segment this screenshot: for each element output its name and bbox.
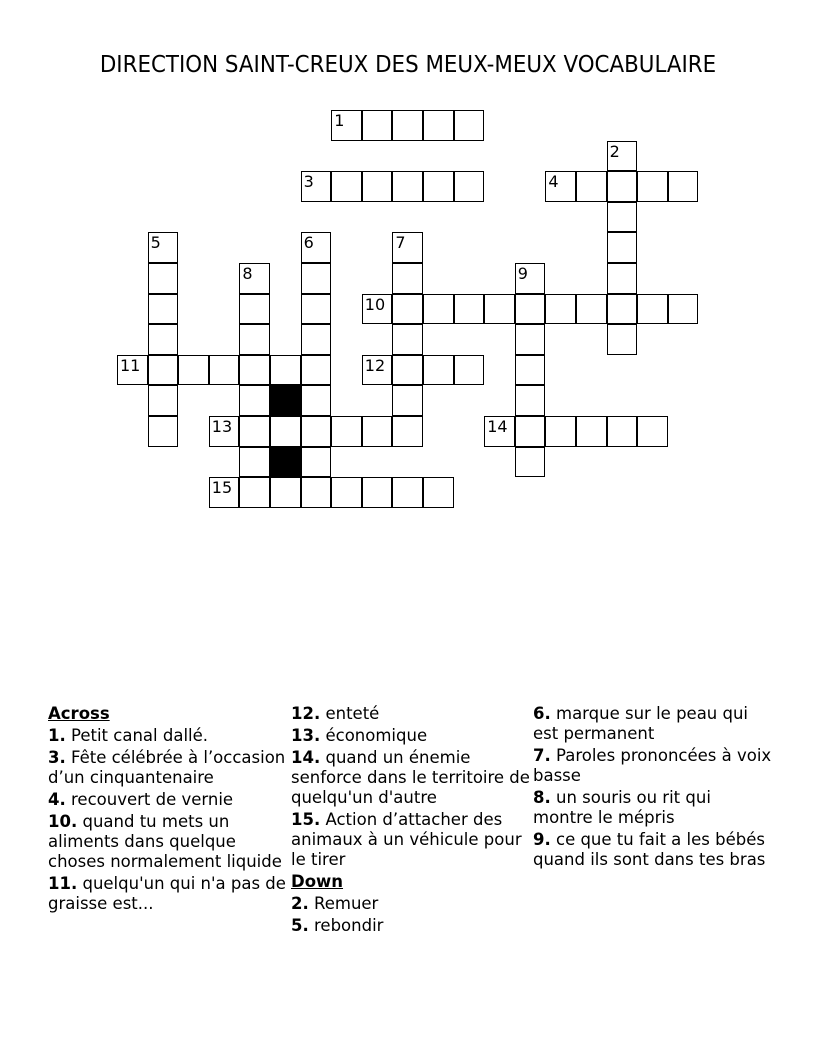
grid-cell[interactable]	[515, 294, 546, 325]
grid-cell[interactable]	[576, 294, 607, 325]
grid-cell[interactable]	[668, 294, 699, 325]
grid-cell[interactable]	[362, 416, 393, 447]
grid-cell[interactable]	[607, 232, 638, 263]
grid-cell[interactable]	[392, 385, 423, 416]
grid-cell[interactable]	[637, 416, 668, 447]
cell-number: 7	[395, 233, 406, 253]
grid-cell[interactable]	[607, 416, 638, 447]
grid-cell[interactable]	[607, 294, 638, 325]
grid-cell[interactable]	[331, 477, 362, 508]
clue-item	[533, 746, 773, 786]
clue-number: 12.	[291, 704, 321, 723]
grid-cell[interactable]	[239, 416, 270, 447]
clue-item	[533, 788, 773, 828]
grid-cell[interactable]	[301, 416, 332, 447]
grid-cell[interactable]	[515, 355, 546, 386]
clue-text: Petit canal dallé.	[65, 726, 209, 745]
clue-item	[48, 812, 288, 872]
grid-cell[interactable]	[392, 477, 423, 508]
cell-number: 9	[517, 264, 528, 283]
clue-item	[48, 748, 288, 788]
grid-cell[interactable]	[362, 171, 393, 202]
clue-item	[533, 830, 773, 870]
grid-cell[interactable]	[545, 294, 576, 325]
page-title: DIRECTION SAINT-CREUX DES MEUX-MEUX VOCABULAIRE	[99, 52, 717, 78]
grid-cell[interactable]	[515, 324, 546, 355]
clue-text: quand un énemie senforce dans le territoire de quelqu'un d'autre	[291, 748, 530, 807]
grid-cell[interactable]	[148, 416, 179, 447]
clue-text: Remuer	[308, 894, 379, 913]
grid-cell[interactable]	[362, 110, 393, 141]
clue-number: 1.	[48, 726, 66, 745]
clue-number: 15.	[291, 810, 321, 829]
clue-number: 11.	[48, 874, 78, 893]
cell-number: 13	[211, 417, 233, 436]
clue-item	[48, 790, 288, 810]
grid-cell[interactable]	[148, 355, 179, 386]
grid-cell[interactable]	[301, 385, 332, 416]
clue-text: Paroles prononcées à voix basse	[533, 746, 772, 785]
grid-cell[interactable]	[239, 324, 270, 355]
cell-number: 6	[303, 233, 314, 253]
grid-cell[interactable]	[270, 477, 301, 508]
clue-number: 6.	[533, 704, 551, 723]
clue-number: 14.	[291, 748, 321, 767]
cell-number: 15	[211, 478, 233, 498]
grid-cell[interactable]	[423, 171, 454, 202]
grid-cell[interactable]	[392, 416, 423, 447]
cell-number: 8	[242, 264, 253, 283]
grid-cell[interactable]	[209, 355, 240, 386]
cell-number: 12	[364, 355, 386, 375]
grid-cell[interactable]	[668, 171, 699, 202]
grid-cell[interactable]	[454, 355, 485, 386]
grid-cell[interactable]	[392, 294, 423, 325]
grid-cell[interactable]	[392, 171, 423, 202]
grid-cell[interactable]	[454, 110, 485, 141]
clue-item	[48, 726, 288, 746]
grid-cell[interactable]	[301, 355, 332, 386]
grid-cell[interactable]	[239, 294, 270, 325]
grid-cell[interactable]	[178, 355, 209, 386]
clue-item	[291, 916, 531, 936]
grid-cell[interactable]	[331, 171, 362, 202]
grid-cell[interactable]	[607, 324, 638, 355]
clue-item	[291, 726, 531, 746]
grid-cell-black	[270, 447, 301, 478]
cell-number: 2	[609, 141, 620, 161]
grid-cell[interactable]	[607, 171, 638, 202]
cell-number: 3	[303, 172, 314, 192]
grid-cell[interactable]	[423, 477, 454, 508]
grid-cell-black	[270, 385, 301, 416]
clue-text: enteté	[320, 704, 380, 723]
clue-item	[291, 748, 531, 808]
grid-cell[interactable]	[148, 263, 179, 294]
grid-cell[interactable]	[392, 110, 423, 141]
grid-cell[interactable]	[270, 416, 301, 447]
grid-cell[interactable]	[637, 171, 668, 202]
clue-number: 4.	[48, 790, 66, 809]
clue-item	[533, 704, 773, 744]
grid-cell[interactable]	[301, 477, 332, 508]
grid-cell[interactable]	[301, 294, 332, 325]
grid-cell[interactable]	[637, 294, 668, 325]
cell-number: 1	[334, 111, 345, 130]
cell-number: 4	[548, 172, 559, 192]
grid-cell[interactable]	[301, 263, 332, 294]
cell-number: 10	[364, 294, 386, 314]
clue-number: 9.	[533, 830, 551, 849]
clue-text: recouvert de vernie	[65, 790, 234, 809]
grid-cell[interactable]	[423, 110, 454, 141]
grid-cell[interactable]	[392, 324, 423, 355]
grid-cell[interactable]	[545, 416, 576, 447]
grid-cell[interactable]	[423, 355, 454, 386]
grid-cell[interactable]	[454, 294, 485, 325]
clue-number: 7.	[533, 746, 551, 765]
grid-cell[interactable]	[607, 202, 638, 233]
clue-number: 5.	[291, 916, 309, 935]
clue-item	[291, 894, 531, 914]
clue-number: 10.	[48, 812, 78, 831]
grid-cell[interactable]	[239, 385, 270, 416]
grid-cell[interactable]	[392, 263, 423, 294]
grid-cell[interactable]	[270, 355, 301, 386]
clue-item	[291, 810, 531, 870]
clue-text: Fête célébrée à l’occasion d’un cinquantenaire	[48, 748, 286, 787]
grid-cell[interactable]	[239, 447, 270, 478]
grid-cell[interactable]	[239, 355, 270, 386]
clues-column-2	[291, 704, 531, 938]
grid-cell[interactable]	[392, 355, 423, 386]
clue-text: marque sur le peau qui est permanent	[533, 704, 749, 743]
clue-item	[48, 874, 288, 914]
grid-cell[interactable]	[331, 416, 362, 447]
clue-item	[291, 704, 531, 724]
clue-text: Action d’attacher des animaux à un véhicule pour le tirer	[291, 810, 522, 869]
clues-column-1	[48, 704, 288, 916]
grid-cell[interactable]	[515, 416, 546, 447]
grid-cell[interactable]	[515, 447, 546, 478]
crossword-grid	[0, 0, 816, 520]
grid-cell[interactable]	[515, 385, 546, 416]
grid-cell[interactable]	[423, 294, 454, 325]
cell-number: 11	[120, 355, 141, 375]
clue-text: un souris ou rit qui montre le mépris	[533, 788, 711, 827]
grid-cell[interactable]	[148, 324, 179, 355]
grid-cell[interactable]	[301, 324, 332, 355]
grid-cell[interactable]	[454, 171, 485, 202]
cell-number: 5	[150, 233, 161, 253]
clue-text: quand tu mets un aliments dans quelque choses normalement liquide	[48, 812, 282, 871]
grid-cell[interactable]	[576, 416, 607, 447]
clue-number: 8.	[533, 788, 551, 807]
grid-cell[interactable]	[607, 263, 638, 294]
clue-text: ce que tu fait a les bébés quand ils sont dans tes bras	[533, 830, 766, 869]
down-heading: Down	[291, 872, 344, 891]
clue-text: rebondir	[308, 916, 384, 935]
clue-number: 13.	[291, 726, 321, 745]
grid-cell[interactable]	[484, 294, 515, 325]
cell-number: 14	[487, 417, 508, 436]
clue-text: quelqu'un qui n'a pas de graisse est...	[48, 874, 286, 913]
grid-cell[interactable]	[239, 477, 270, 508]
clue-text: économique	[320, 726, 428, 745]
clues-column-3	[533, 704, 773, 872]
grid-cell[interactable]	[148, 294, 179, 325]
grid-cell[interactable]	[301, 447, 332, 478]
clue-number: 2.	[291, 894, 309, 913]
clue-number: 3.	[48, 748, 66, 767]
grid-cell[interactable]	[362, 477, 393, 508]
grid-cell[interactable]	[148, 385, 179, 416]
grid-cell[interactable]	[576, 171, 607, 202]
across-heading: Across	[48, 704, 110, 723]
